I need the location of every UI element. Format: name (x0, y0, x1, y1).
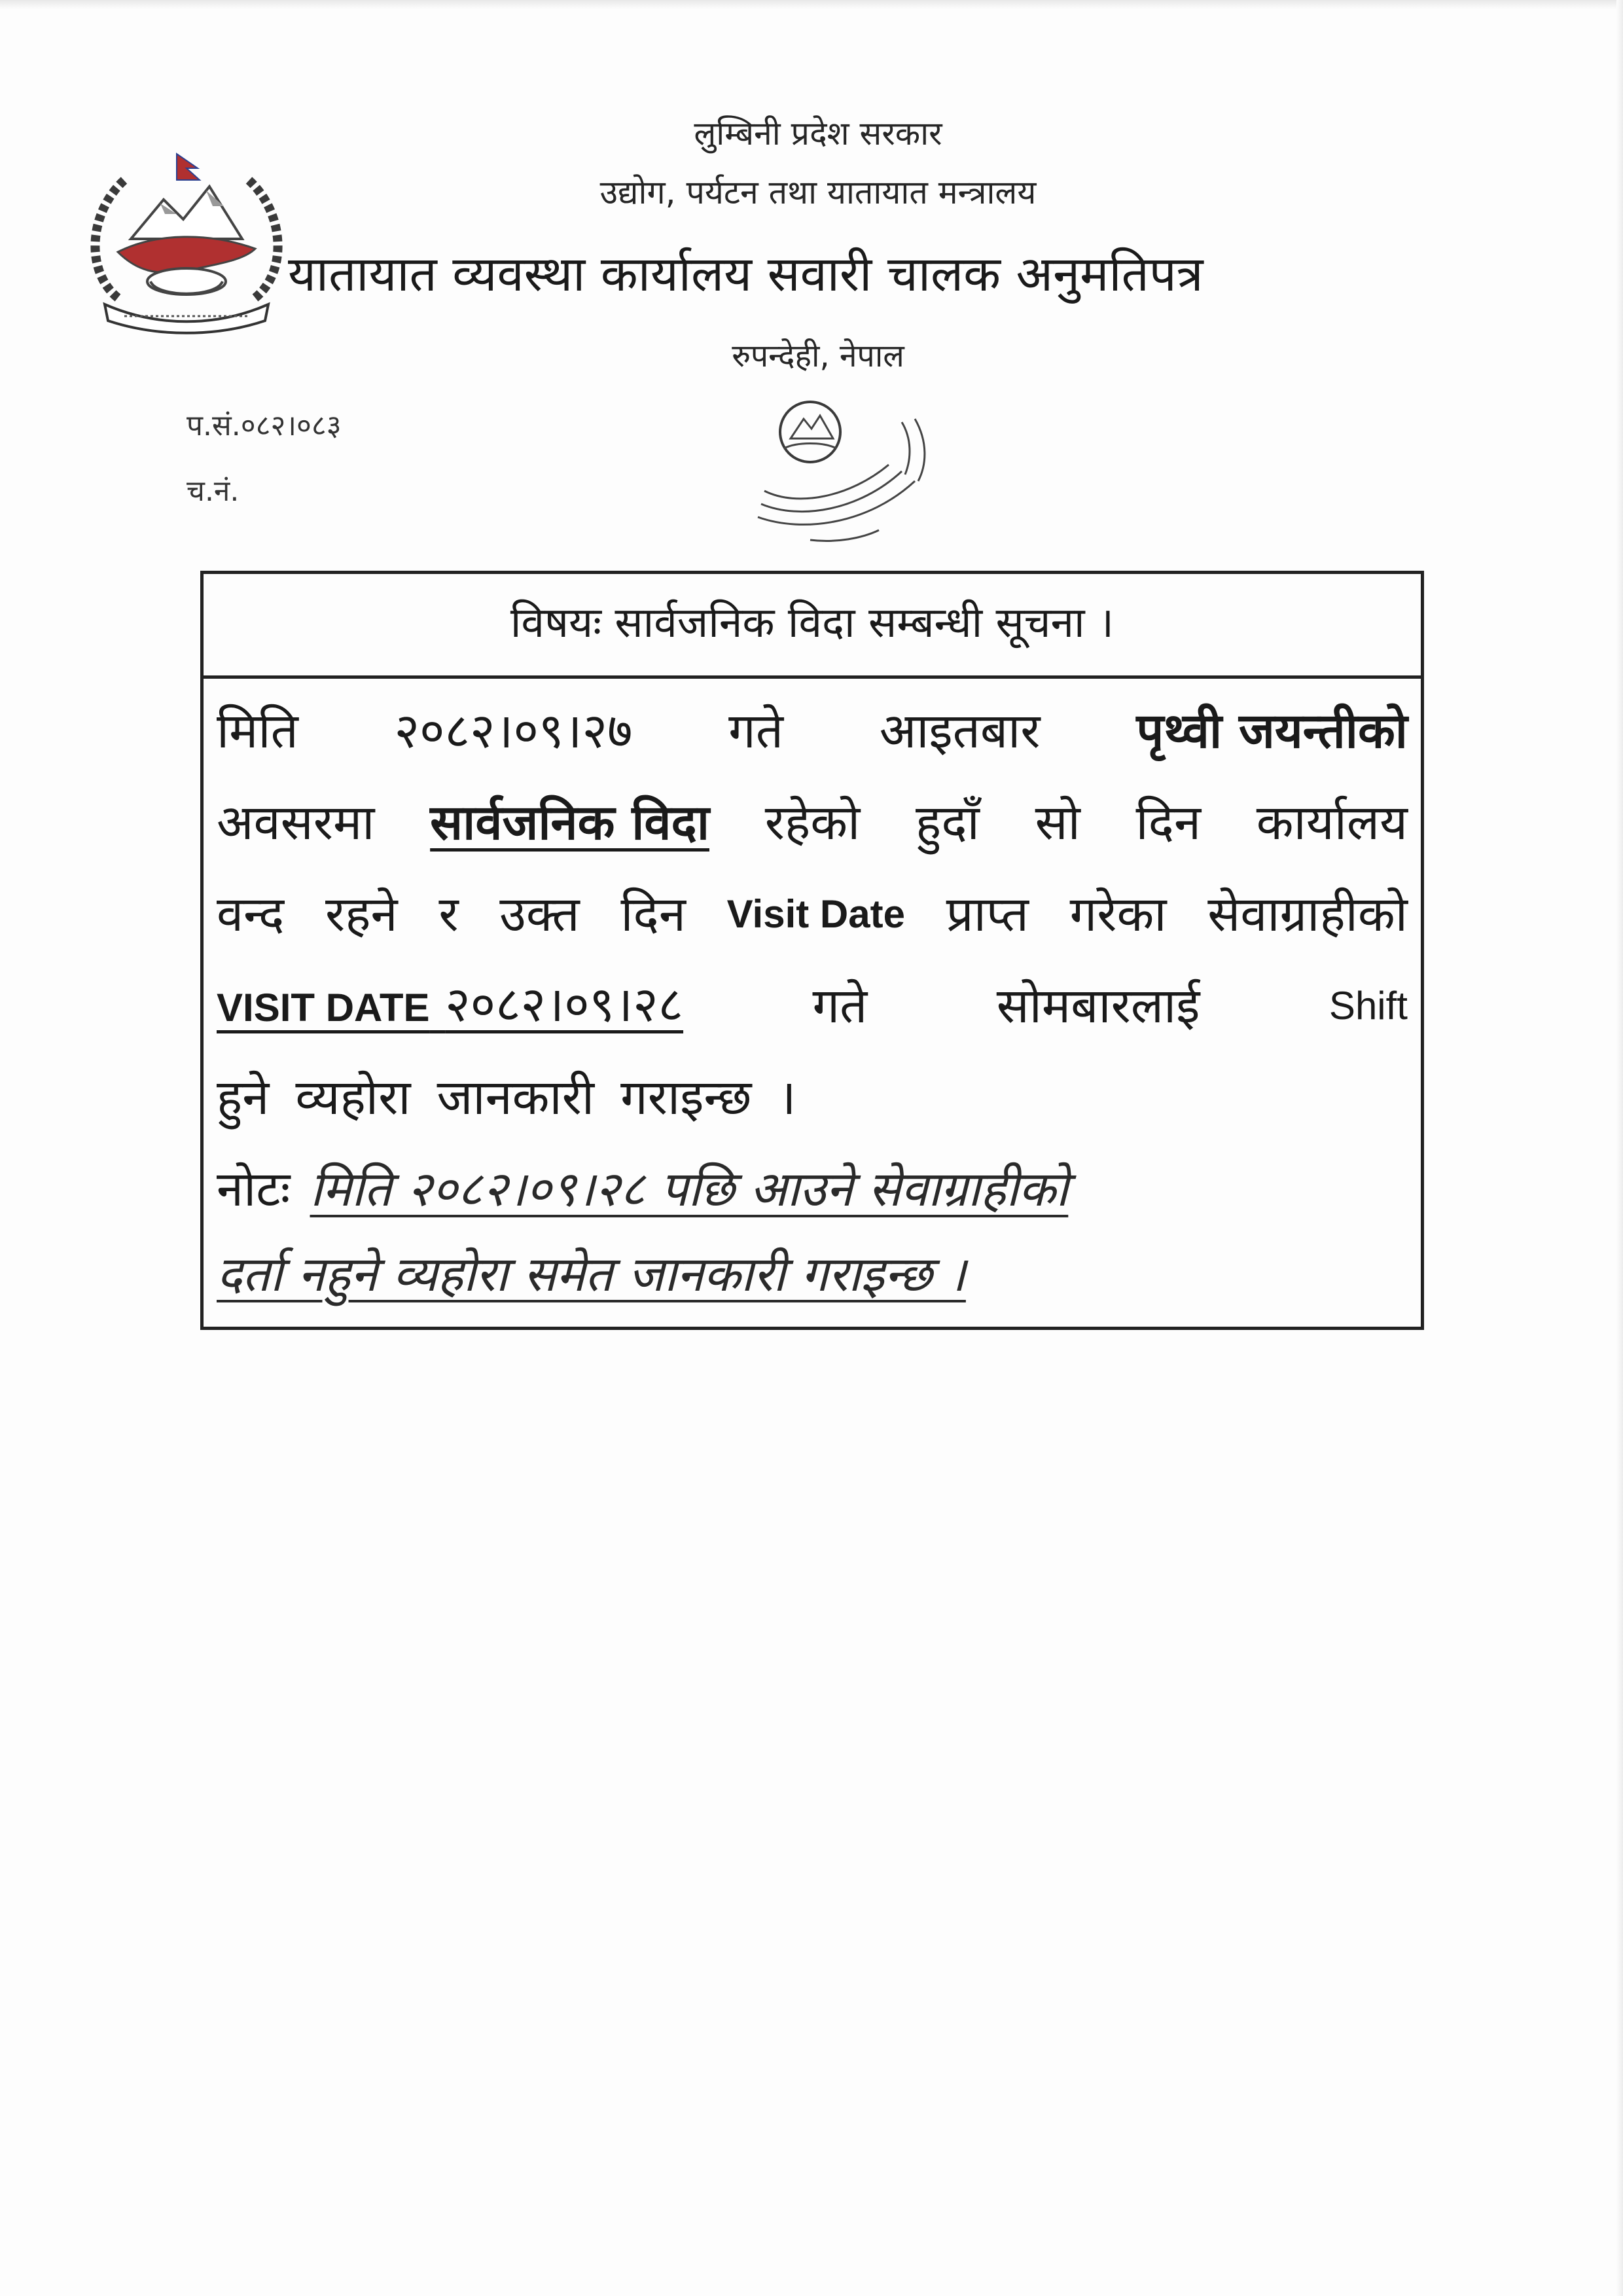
notice-word: उक्त (499, 886, 580, 942)
notice-public-holiday: सार्वजनिक विदा (430, 795, 709, 851)
notice-word: गरेका (1069, 886, 1167, 942)
notice-line (217, 777, 1408, 869)
notice-shifted-date: २०८२।०९।२८ (445, 976, 684, 1033)
notice-word: सेवाग्राहीको (1207, 886, 1408, 942)
notice-word: प्राप्त (946, 886, 1029, 942)
note-text-line1: मिति २०८२।०९।२८ पछि आउने सेवाग्राहीको (310, 1161, 1069, 1217)
notice-word: रहने (325, 886, 398, 942)
notice-word: रहेको (764, 795, 861, 851)
notice-word: सोमबारलाई (996, 978, 1200, 1034)
notice-word: हुने (217, 1069, 270, 1126)
notice-occasion: पृथ्वी जयन्तीको (1136, 703, 1408, 759)
notice-word: गते (812, 978, 868, 1034)
notice-subject: विषयः सार्वजनिक विदा सम्बन्धी सूचना । (204, 574, 1421, 679)
note-line (217, 1143, 1408, 1235)
notice-word: सो (1035, 795, 1080, 851)
notice-visit-date-caps: VISIT DATE (217, 985, 430, 1030)
notice-line (217, 960, 1408, 1052)
notice-date: २०८२।०९।२७ (394, 703, 633, 759)
notice-line (217, 1052, 1408, 1143)
office-title: यातायात व्यवस्था कार्यालय सवारी चालक अनुमतिपत्र (288, 246, 1204, 302)
notice-word: गते (728, 703, 784, 759)
notice-word: दिन (1135, 795, 1202, 851)
notice-word: हुदाँ (916, 795, 980, 851)
note-line (217, 1229, 1408, 1320)
notice-word: आइतबार (879, 703, 1041, 759)
dispatch-number: च.नं. (187, 475, 240, 508)
notice-word: । (777, 1069, 796, 1126)
office-location: रुपन्देही, नेपाल (732, 338, 904, 374)
letter-number: प.सं.०८२।०८३ (187, 409, 342, 442)
notice-word: र (438, 886, 459, 942)
note-text-line2: दर्ता नहुने व्यहोरा समेत जानकारी गराइन्छ । (217, 1246, 966, 1302)
notice-word: व्यहोरा (295, 1069, 411, 1126)
notice-new-visit-date (217, 959, 683, 1054)
notice-box (200, 571, 1424, 1330)
province-government-title: लुम्बिनी प्रदेश सरकार (694, 115, 942, 152)
notice-word: वन्द (217, 886, 285, 942)
scan-edge-top (0, 0, 1623, 9)
office-stamp (738, 393, 954, 550)
notice-shift-word: Shift (1329, 984, 1408, 1028)
notice-word: अवसरमा (217, 795, 375, 851)
notice-line (217, 685, 1408, 777)
note-label: नोटः (217, 1161, 291, 1217)
notice-word: गराइन्छ (620, 1069, 752, 1126)
notice-word: मिति (217, 703, 298, 759)
notice-line (217, 869, 1408, 960)
notice-visit-date-label: Visit Date (726, 892, 905, 936)
notice-word: दिन (620, 886, 686, 942)
notice-word: कार्यालय (1256, 795, 1408, 851)
ministry-title: उद्योग, पर्यटन तथा यातायात मन्त्रालय (599, 173, 1037, 211)
notice-word: जानकारी (437, 1069, 595, 1126)
